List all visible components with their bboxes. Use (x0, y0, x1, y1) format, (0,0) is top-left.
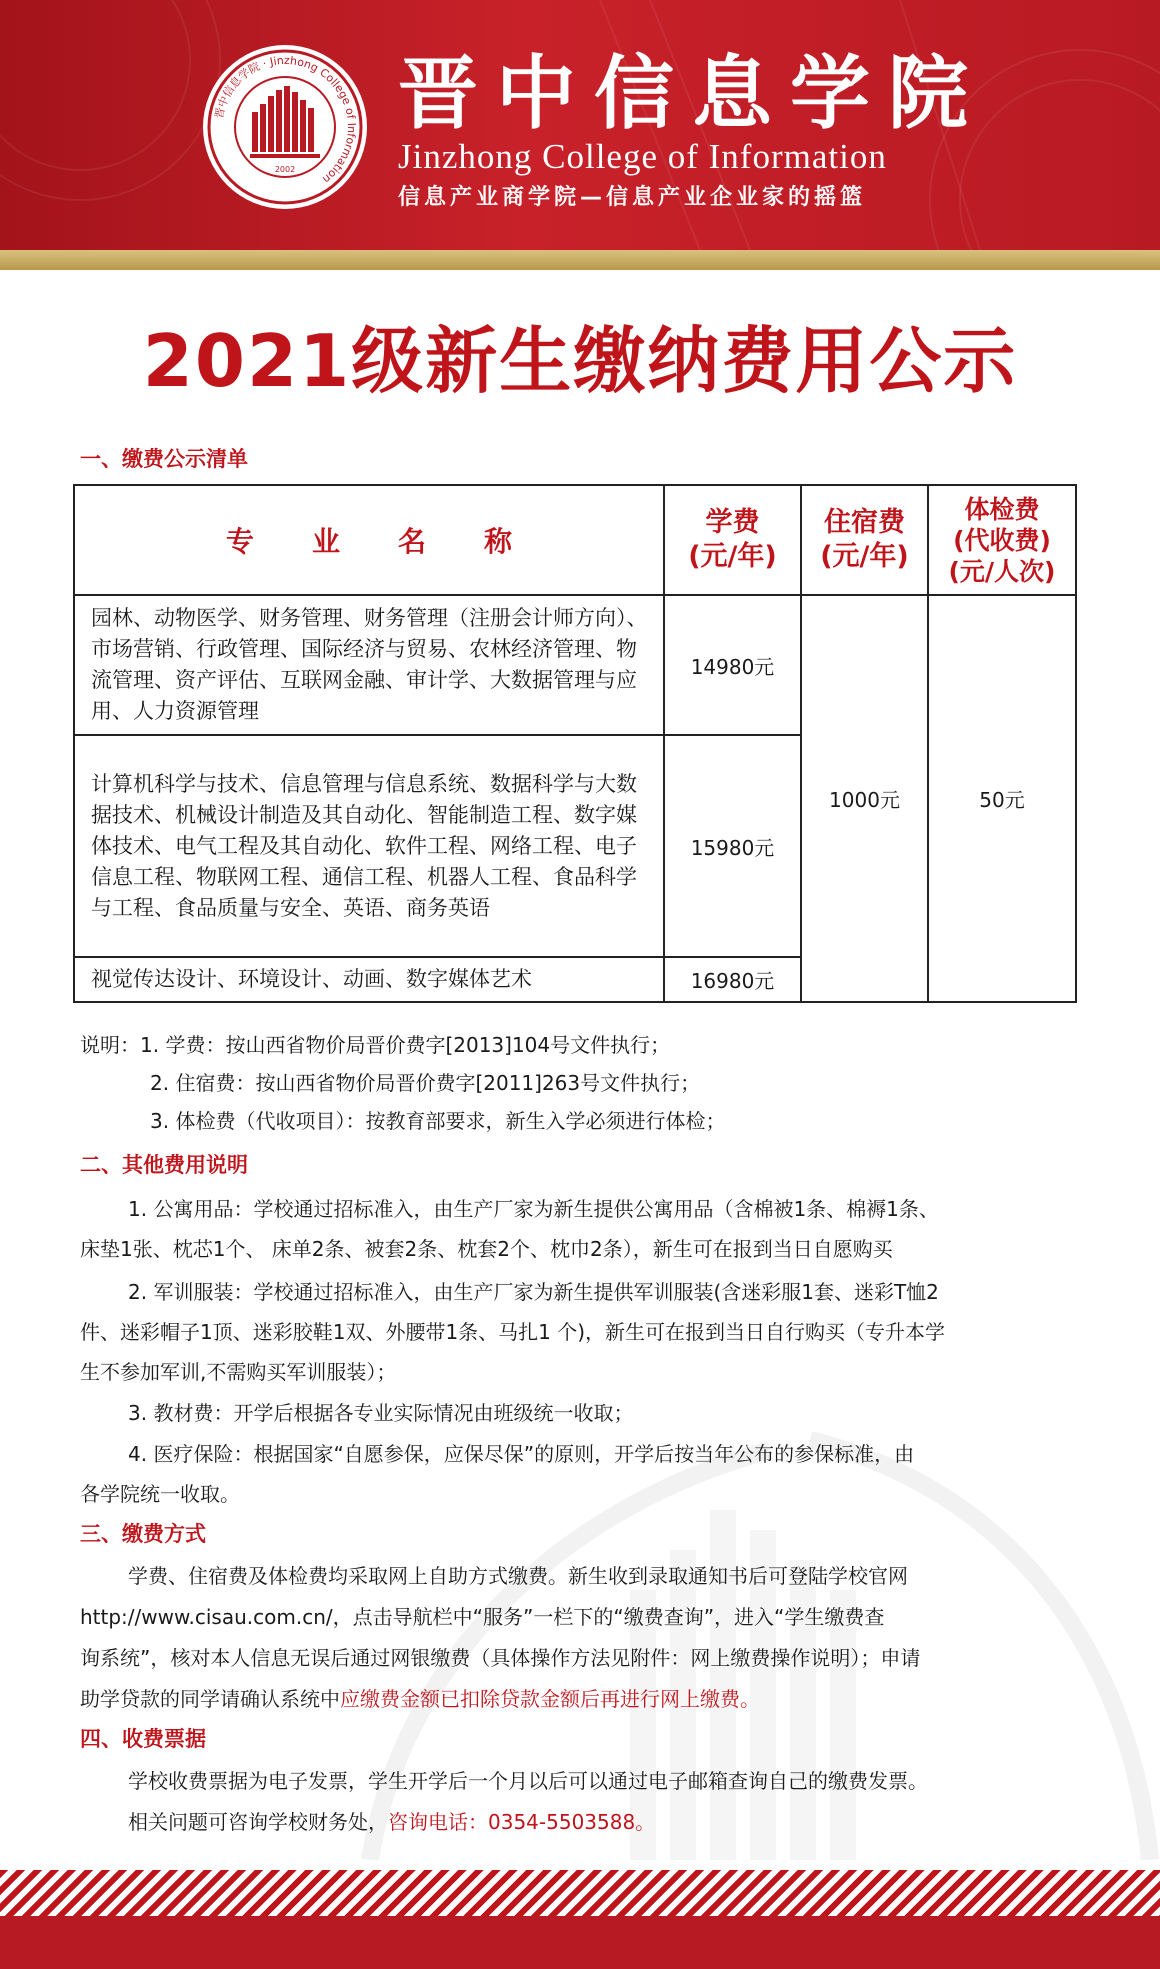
loan-notice-highlight: 应缴费金额已扣除贷款金额后再进行网上缴费。 (340, 1687, 760, 1711)
bottom-stripe-border (0, 1870, 1160, 1916)
section2-line: 4. 医疗保险：根据国家“自愿参保，应保尽保”的原则，开学后按当年公布的参保标准，由 (128, 1442, 915, 1466)
section2-line: 2. 军训服装：学校通过招标准入，由生产厂家为新生提供军训服装(含迷彩服1套、迷彩T恤2 (128, 1280, 939, 1304)
contact-phone: 咨询电话：0354-5503588。 (388, 1810, 656, 1834)
dorm-fee-cell: 1000元 (801, 595, 928, 1002)
section2-line: 各学院统一收取。 (80, 1482, 240, 1506)
section2-line: 件、迷彩帽子1顶、迷彩胶鞋1双、外腰带1条、马扎1 个)，新生可在报到当日自行购买（专升本学 (80, 1320, 946, 1344)
fee-table (73, 484, 1077, 1003)
college-name-cn: 晋中信息学院 (398, 46, 986, 140)
section3-line: 学费、住宿费及体检费均采取网上自助方式缴费。新生收到录取通知书后可登陆学校官网 (128, 1564, 908, 1588)
tuition-cell: 14980元 (664, 595, 801, 735)
majors-cell: 计算机科学与技术、信息管理与信息系统、数据科学与大数据技术、机械设计制造及其自动化、智能制造工程、数字媒体技术、电气工程及其自动化、软件工程、网络工程、电子信息工程、物联网工程、通信工程、机器人工程、食品科学与工程、食品质量与安全、英语、商务英语 (74, 735, 664, 957)
college-name-en: Jinzhong College of Information (398, 137, 887, 176)
section2-line: 1. 公寓用品：学校通过招标准入，由生产厂家为新生提供公寓用品（含棉被1条、棉褥1条、 (128, 1197, 939, 1221)
section4-heading: 四、收费票据 (80, 1727, 206, 1751)
col-header-exam: 体检费 (代收费) (元/人次) (928, 485, 1076, 595)
section3-line-last: 助学贷款的同学请确认系统中应缴费金额已扣除贷款金额后再进行网上缴费。 (80, 1687, 760, 1711)
section4-line-contact: 相关问题可咨询学校财务处，咨询电话：0354-5503588。 (128, 1810, 656, 1834)
exam-fee-cell: 50元 (928, 595, 1076, 1002)
section1-heading: 一、缴费公示清单 (80, 447, 248, 471)
college-slogan: 信息产业商学院—信息产业企业家的摇篮 (398, 185, 867, 210)
col-header-dorm: 住宿费 (元/年) (801, 485, 928, 595)
section3-line: 询系统”，核对本人信息无误后通过网银缴费（具体操作方法见附件：网上缴费操作说明）；申请 (80, 1646, 921, 1670)
section2-line: 床垫1张、枕芯1个、 床单2条、被套2条、枕套2个、枕巾2条），新生可在报到当日自愿购买 (80, 1237, 893, 1261)
section2-heading: 二、其他费用说明 (80, 1153, 248, 1177)
bottom-bar (0, 1916, 1160, 1969)
col-header-tuition: 学费 (元/年) (664, 485, 801, 595)
majors-cell: 视觉传达设计、环境设计、动画、数字媒体艺术 (74, 957, 664, 1002)
section3-heading: 三、缴费方式 (80, 1522, 206, 1546)
note-line: 说明：1. 学费：按山西省物价局晋价费字[2013]104号文件执行； (80, 1033, 671, 1057)
table-header-row (74, 485, 1076, 595)
page-title: 2021级新生缴纳费用公示 (142, 319, 1018, 403)
majors-cell: 园林、动物医学、财务管理、财务管理（注册会计师方向）、市场营销、行政管理、国际经济与贸易、农林经济管理、物流管理、资产评估、互联网金融、审计学、大数据管理与应用、人力资源管理 (74, 595, 664, 735)
note-line: 3. 体检费（代收项目）：按教育部要求，新生入学必须进行体检； (150, 1109, 726, 1133)
note-line: 2. 住宿费：按山西省物价局晋价费字[2011]263号文件执行； (150, 1071, 701, 1095)
logo-ring-text: 晋中信息学院 · Jinzhong College of Information (212, 53, 359, 186)
col-header-major: 专业名称 (74, 485, 664, 595)
header-banner (0, 0, 1160, 250)
tuition-cell: 16980元 (664, 957, 801, 1002)
tuition-cell: 15980元 (664, 735, 801, 957)
college-logo (200, 42, 370, 212)
section3-line: http://www.cisau.com.cn/，点击导航栏中“服务”一栏下的“缴费查询”，进入“学生缴费查 (80, 1605, 885, 1629)
section4-line: 学校收费票据为电子发票，学生开学后一个月以后可以通过电子邮箱查询自己的缴费发票。 (128, 1769, 928, 1793)
section2-line: 生不参加军训,不需购买军训服装）； (80, 1360, 397, 1384)
gold-band (0, 250, 1160, 270)
table-row (74, 595, 1076, 735)
logo-year: 2002 (274, 165, 296, 174)
section2-line: 3. 教材费：开学后根据各专业实际情况由班级统一收取； (128, 1401, 634, 1425)
